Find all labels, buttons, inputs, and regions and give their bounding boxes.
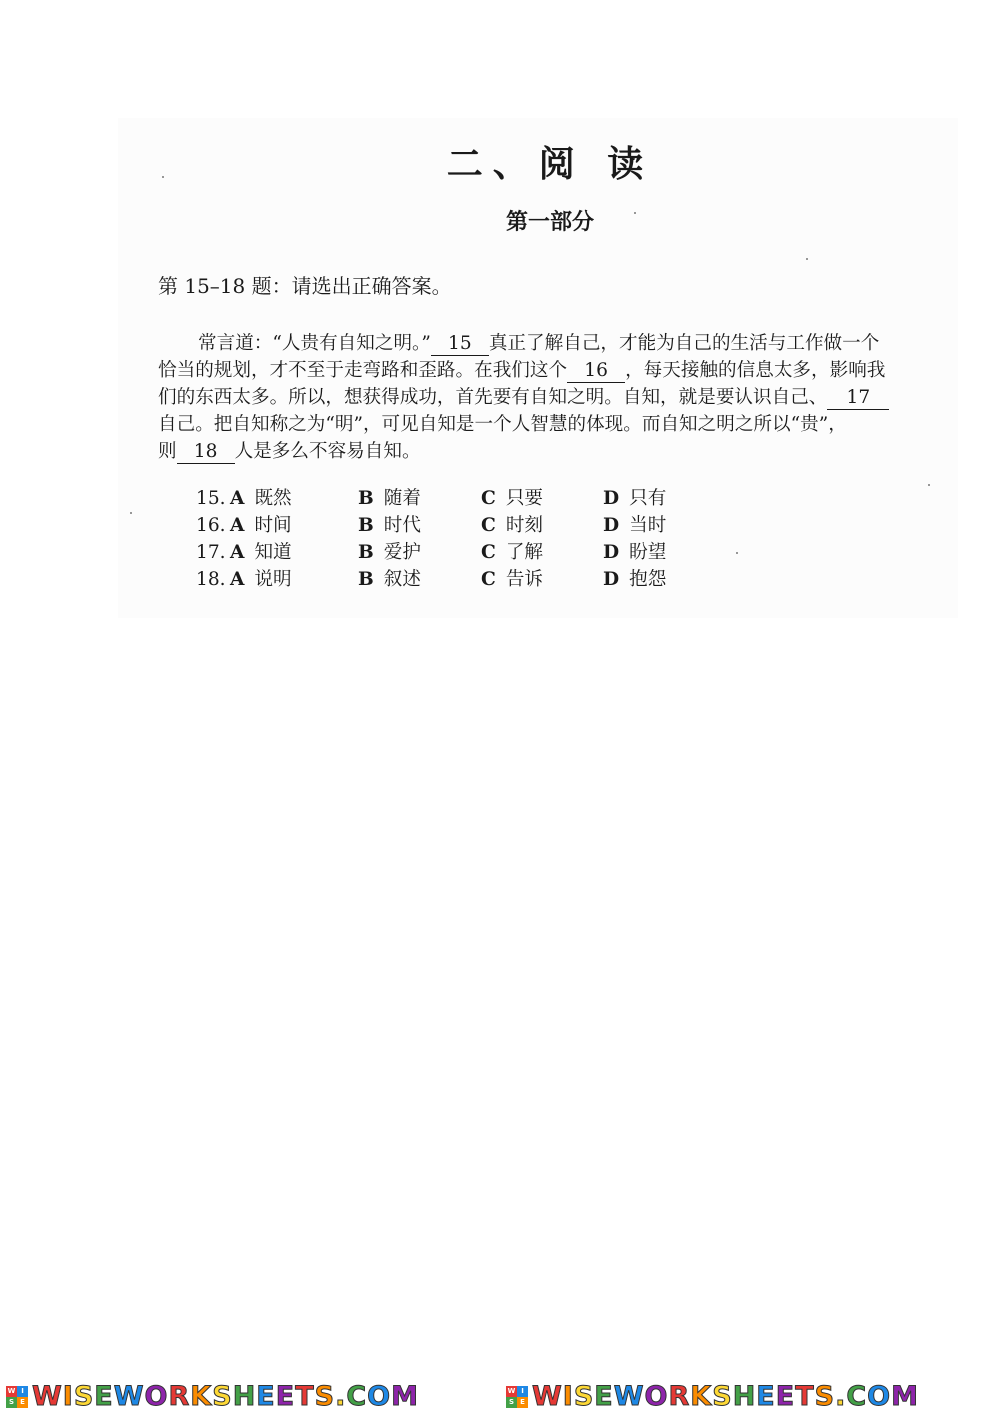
option-c[interactable] <box>481 485 543 512</box>
watermark-text <box>32 1380 419 1413</box>
option-letter: D <box>603 542 620 563</box>
option-a[interactable] <box>230 566 292 593</box>
watermark-char: H <box>732 1381 757 1412</box>
option-text: 时代 <box>383 515 421 536</box>
passage-text: 恰当的规划，才不至于走弯路和歪路。在我们这个 <box>158 360 568 381</box>
section-subtitle: 第一部分 <box>505 209 594 235</box>
logo-letter: E <box>517 1397 528 1408</box>
passage-line <box>158 384 943 411</box>
watermark-char: W <box>113 1381 145 1412</box>
option-text: 随着 <box>383 488 421 509</box>
option-b[interactable] <box>358 566 421 593</box>
logo-letter: W <box>7 1386 16 1395</box>
answer-blank-18: 18 <box>177 441 235 464</box>
question-number: 18. <box>196 569 226 590</box>
scan-speck <box>806 258 808 260</box>
reading-passage <box>158 330 943 465</box>
watermark-char: S <box>314 1381 336 1412</box>
option-d[interactable] <box>603 539 666 566</box>
answer-blank-17: 17 <box>827 387 889 410</box>
watermark-char: E <box>775 1381 796 1412</box>
logo-letter: W <box>507 1386 516 1395</box>
option-letter: B <box>358 488 374 509</box>
option-text: 当时 <box>629 515 667 536</box>
option-text: 抱怨 <box>629 569 667 590</box>
passage-text: 自己。把自知称之为“明”，可见自知是一个人智慧的体现。而自知之明之所以“贵”， <box>158 414 847 435</box>
option-letter: C <box>481 569 496 590</box>
option-letter: C <box>481 542 496 563</box>
watermark-char: O <box>867 1381 892 1412</box>
option-text: 爱护 <box>383 542 421 563</box>
watermark-char: M <box>891 1381 919 1412</box>
option-letter: B <box>358 542 374 563</box>
option-letter: A <box>230 515 245 536</box>
option-letter: D <box>603 569 620 590</box>
watermark-char: W <box>613 1381 645 1412</box>
answer-options <box>196 485 716 593</box>
option-c[interactable] <box>481 512 543 539</box>
option-letter: B <box>358 515 374 536</box>
watermark-char: E <box>594 1381 614 1412</box>
watermark-char: R <box>668 1381 691 1412</box>
option-a[interactable] <box>230 485 292 512</box>
watermark-char: O <box>367 1381 392 1412</box>
option-letter: C <box>481 515 496 536</box>
logo-letter: I <box>517 1386 528 1397</box>
option-d[interactable] <box>603 566 666 593</box>
question-number: 16. <box>196 515 226 536</box>
watermark-char: W <box>32 1381 63 1412</box>
option-b[interactable] <box>358 485 421 512</box>
watermark-char: K <box>690 1381 713 1412</box>
watermark-char: S <box>814 1381 836 1412</box>
passage-text: 们的东西太多。所以，想获得成功，首先要有自知之明。自知，就是要认识自己、 <box>158 387 828 408</box>
question-row-17 <box>196 539 716 566</box>
answer-blank-15: 15 <box>431 333 489 356</box>
scan-speck <box>928 484 930 486</box>
option-b[interactable] <box>358 539 421 566</box>
watermark-char: H <box>232 1381 257 1412</box>
watermark-char: E <box>756 1381 776 1412</box>
option-letter: B <box>358 569 374 590</box>
option-text: 了解 <box>505 542 544 563</box>
question-instruction: 第 15–18 题：请选出正确答案。 <box>158 274 452 298</box>
passage-line <box>158 438 943 465</box>
option-text: 知道 <box>254 542 292 563</box>
passage-text: 人是多么不容易自知。 <box>234 441 421 462</box>
watermark-char: I <box>562 1381 574 1412</box>
watermark-char: S <box>212 1381 233 1412</box>
option-text: 只有 <box>629 488 667 509</box>
question-number: 15. <box>196 488 226 509</box>
passage-text: 常言道：“人贵有自知之明。” <box>198 333 431 354</box>
watermark-char: W <box>532 1381 563 1412</box>
option-letter: A <box>230 542 245 563</box>
option-letter: D <box>603 515 620 536</box>
watermark-char: R <box>168 1381 191 1412</box>
option-text: 既然 <box>254 488 292 509</box>
watermark-char: S <box>73 1381 95 1412</box>
watermark-char: E <box>94 1381 114 1412</box>
option-letter: A <box>230 569 245 590</box>
logo-letter: E <box>17 1397 28 1408</box>
option-text: 告诉 <box>505 569 544 590</box>
option-text: 叙述 <box>383 569 421 590</box>
answer-blank-16: 16 <box>567 360 625 383</box>
passage-line <box>158 330 943 357</box>
option-text: 说明 <box>254 569 292 590</box>
option-d[interactable] <box>603 512 666 539</box>
logo-letter: I <box>17 1386 28 1397</box>
watermark-char: T <box>795 1381 815 1412</box>
passage-line <box>158 411 943 438</box>
passage-line <box>158 357 943 384</box>
option-text: 时刻 <box>505 515 544 536</box>
wisewords-logo-icon <box>6 1386 28 1408</box>
question-row-15 <box>196 485 716 512</box>
watermark-char: C <box>346 1381 368 1412</box>
watermark-char: . <box>335 1381 347 1412</box>
option-text: 时间 <box>254 515 292 536</box>
watermark-char: E <box>256 1381 276 1412</box>
question-row-16 <box>196 512 716 539</box>
option-letter: C <box>481 488 496 509</box>
logo-letter: S <box>506 1397 517 1408</box>
section-title: 二、阅 读 <box>446 143 654 185</box>
scan-speck <box>736 552 738 554</box>
watermark-char: T <box>295 1381 315 1412</box>
option-letter: A <box>230 488 245 509</box>
option-letter: D <box>603 488 620 509</box>
watermark-char: K <box>190 1381 213 1412</box>
watermark-text <box>532 1380 919 1413</box>
passage-text: 真正了解自己，才能为自己的生活与工作做一个 <box>488 333 880 354</box>
watermark-char: I <box>62 1381 74 1412</box>
watermark-footer <box>0 1380 1000 1413</box>
question-row-18 <box>196 566 716 593</box>
logo-letter: S <box>6 1397 17 1408</box>
option-c[interactable] <box>481 539 543 566</box>
watermark-char: O <box>644 1381 669 1412</box>
watermark-char: O <box>144 1381 169 1412</box>
wisewords-logo-icon <box>506 1386 528 1408</box>
passage-text: ，每天接触的信息太多，影响我 <box>625 360 886 381</box>
option-text: 盼望 <box>629 542 667 563</box>
passage-text: 则 <box>158 441 177 462</box>
watermark-char: S <box>573 1381 595 1412</box>
watermark[interactable] <box>6 1380 419 1413</box>
option-c[interactable] <box>481 566 543 593</box>
watermark-char: M <box>391 1381 419 1412</box>
watermark-char: . <box>835 1381 847 1412</box>
question-number: 17. <box>196 542 226 563</box>
watermark[interactable] <box>506 1380 919 1413</box>
watermark-char: E <box>275 1381 296 1412</box>
option-a[interactable] <box>230 512 292 539</box>
scan-speck <box>130 512 132 514</box>
watermark-char: S <box>712 1381 733 1412</box>
option-text: 只要 <box>505 488 544 509</box>
option-a[interactable] <box>230 539 292 566</box>
option-b[interactable] <box>358 512 421 539</box>
option-d[interactable] <box>603 485 666 512</box>
watermark-char: C <box>846 1381 868 1412</box>
